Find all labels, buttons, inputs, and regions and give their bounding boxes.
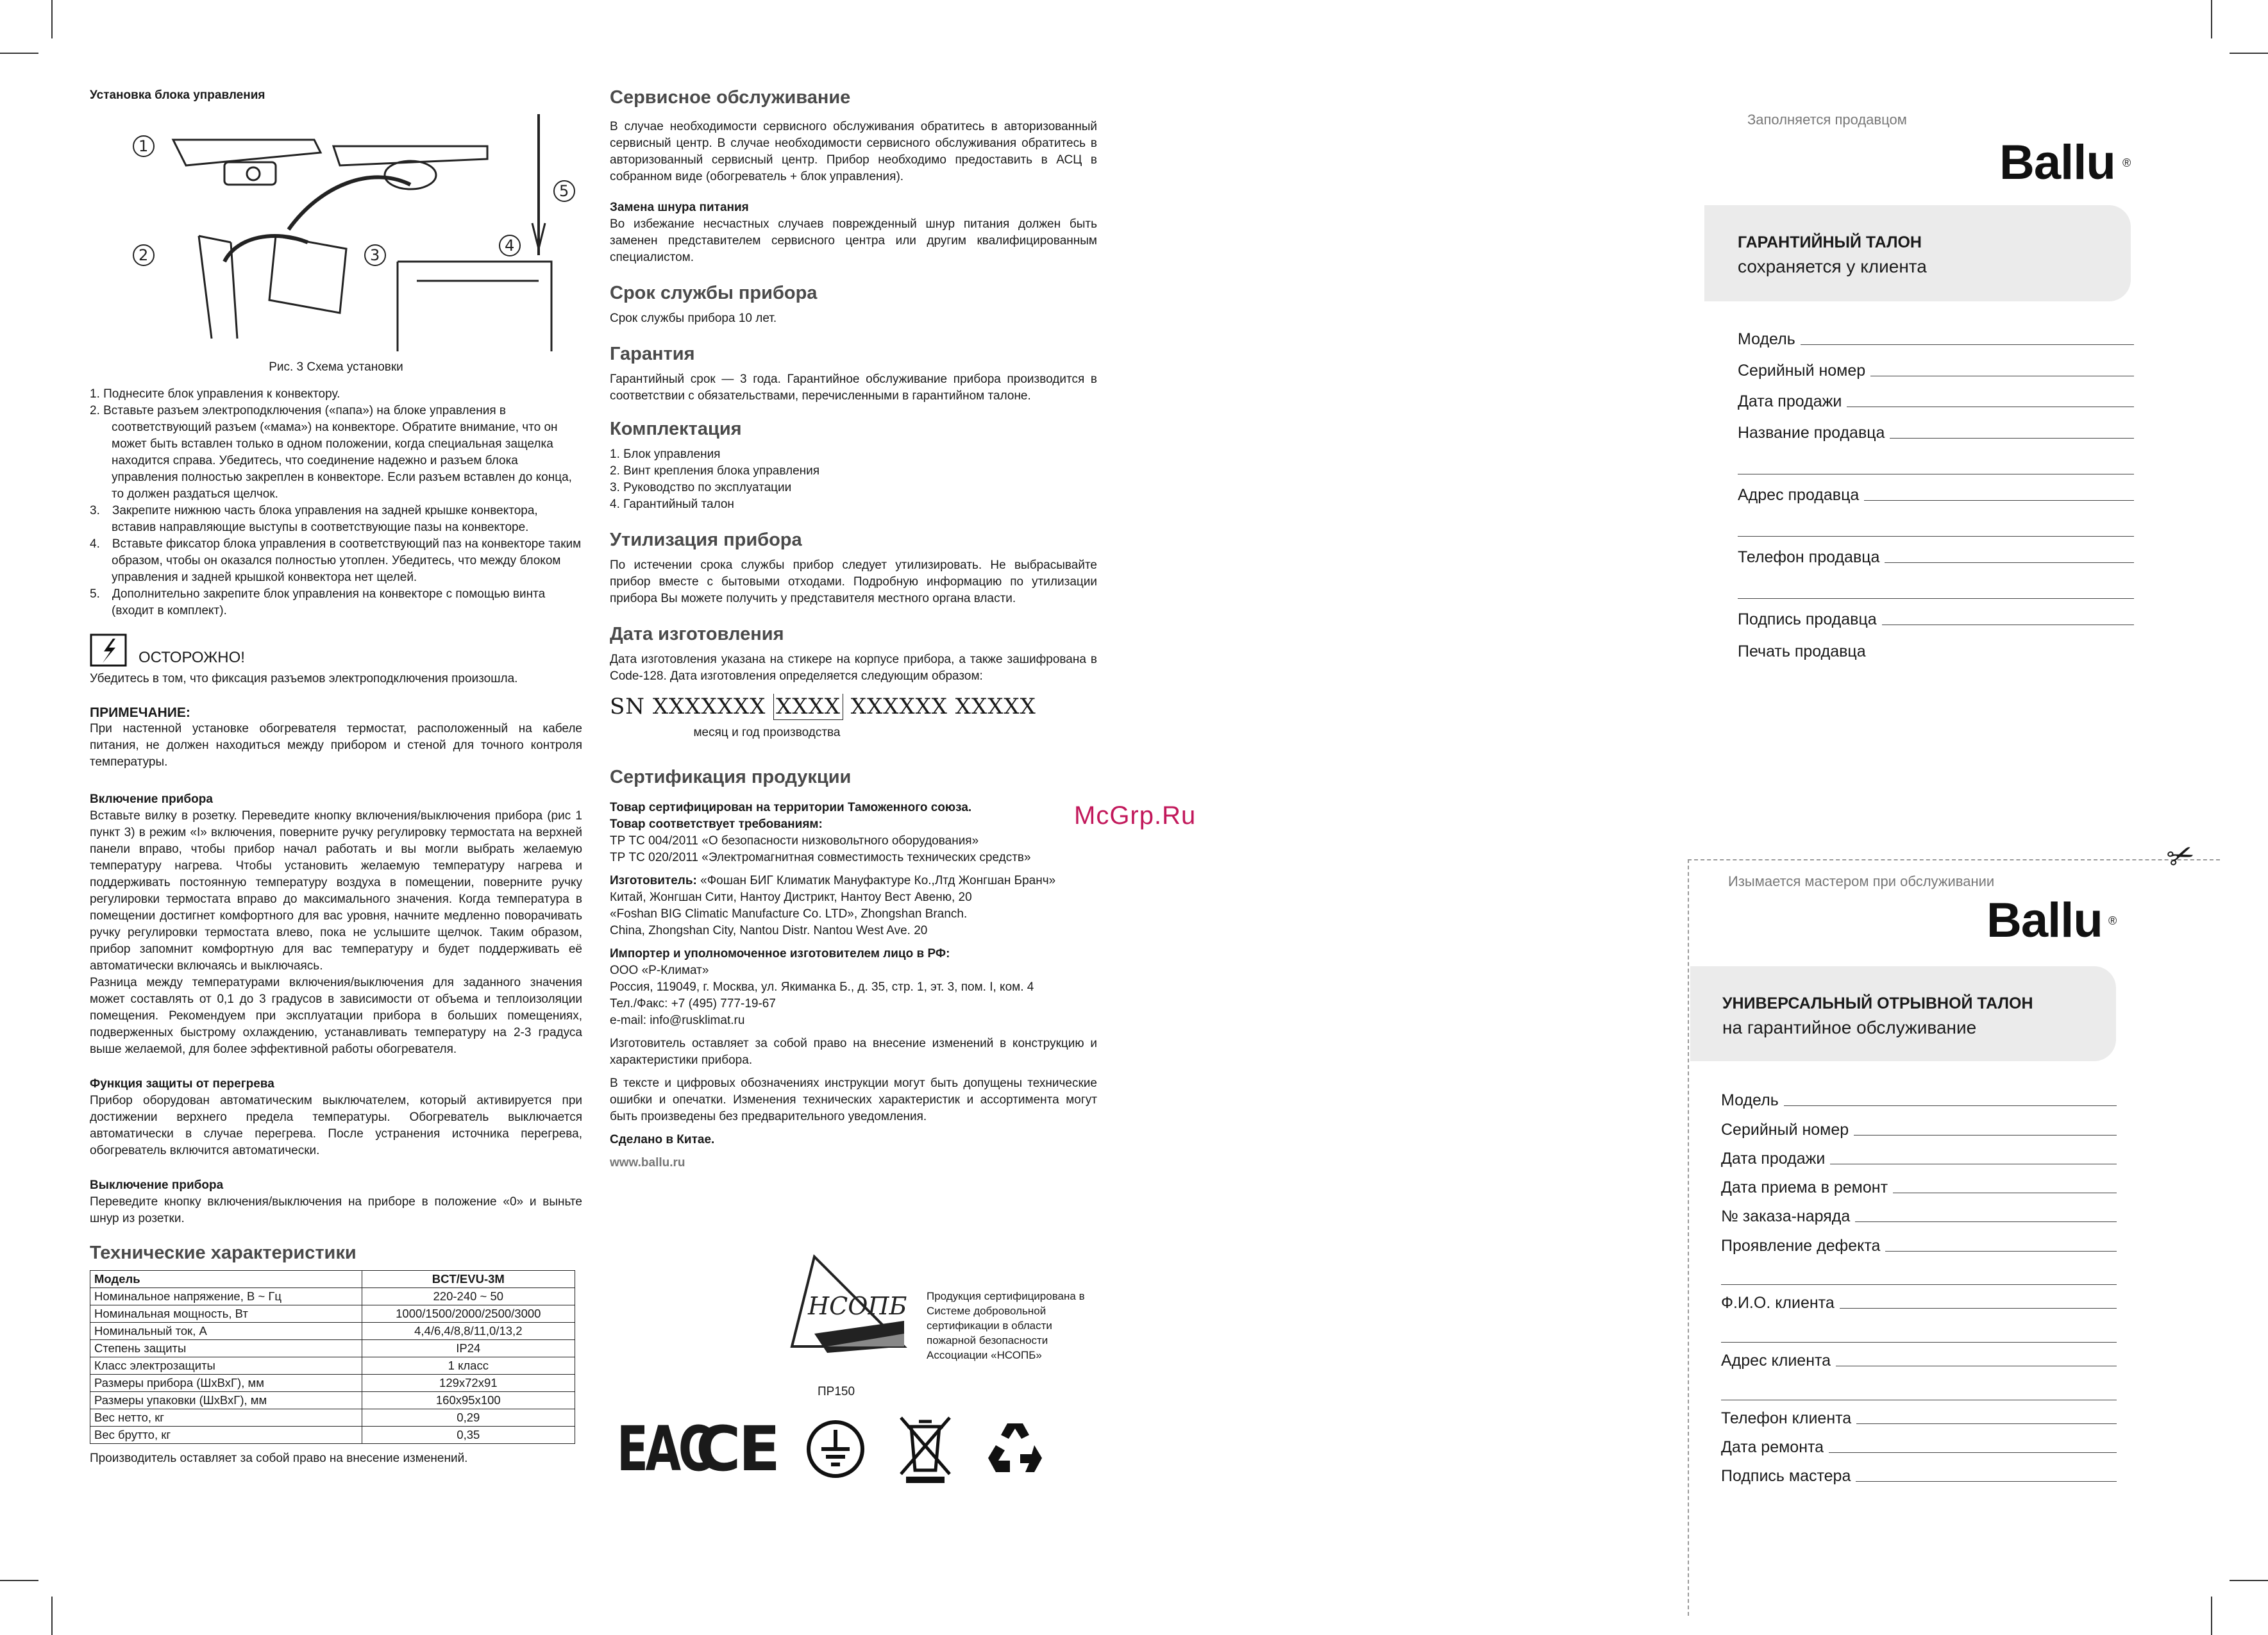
spec-param-cell: Номинальное напряжение, В ~ Гц [90, 1288, 362, 1305]
field-extra-line[interactable] [1738, 598, 2134, 599]
spec-value-cell: 0,35 [362, 1427, 575, 1444]
service-title: Сервисное обслуживание [610, 87, 851, 108]
fig-marker-5: 5 [559, 182, 569, 200]
figure-caption: Рис. 3 Схема установки [269, 360, 403, 374]
field-sale-date[interactable]: Дата продажи [1738, 392, 2134, 411]
rights-text: Изготовитель оставляет за собой право на внесение изменений в конструкцию и характеристики прибора. [610, 1037, 1097, 1067]
warranty-card-title: ГАРАНТИЙНЫЙ ТАЛОН [1738, 233, 1922, 251]
serial-format [610, 694, 1097, 719]
specs-header-cell: Модель [90, 1271, 362, 1288]
kit-item: 2. Винт крепления блока управления [610, 464, 820, 478]
field-order-number[interactable]: № заказа-наряда [1721, 1207, 2117, 1226]
recycle-icon [983, 1417, 1047, 1481]
table-row [90, 1375, 575, 1392]
specs-header-cell: BCT/EVU-3M [362, 1271, 575, 1288]
tear-line [1688, 859, 2220, 860]
spec-param-cell: Номинальная мощность, Вт [90, 1305, 362, 1323]
spec-param-cell: Размеры прибора (ШхВхГ), мм [90, 1375, 362, 1392]
power-on-text: Вставьте вилку в розетку. Переведите кнопку включения/выключения прибора (рис 1 пункт 3) в режим «I» включения, поверните ручку регулировку термостата на верхней панели вправо, чтобы прибор начал работать и вы могли выбрать желаемую температуру нагрева. Чтобы установить желаемую температуру нагрева и поддерживать постоянную температуру воздуха в помещении, поверните ручку регулировки термостата вправо до максимального значения. Когда температура в помещении достигнет комфортного для вас уровня, начните медленно поворачивать ручку регулировки термостата влево, пока не услышите щелчок. Таким образом, прибор запомнит комфортную для вас температуру и будет поддерживать её автоматически включаясь и выключаясь. [90, 809, 582, 973]
crop-mark [51, 0, 53, 38]
warranty-text: Гарантийный срок — 3 года. Гарантийное обслуживание прибора производится в соответствии с обязательствами, перечисленными в гарантийном талоне. [610, 373, 1097, 403]
ballu-logo: Ballu [1987, 893, 2103, 948]
registered-mark: ® [2122, 156, 2131, 169]
table-row [90, 1305, 575, 1323]
nsopb-text: Продукция сертифицирована в Системе добровольной сертификации в области пожарной безопасности Ассоциации «НСОПБ» [927, 1290, 1085, 1361]
importer-line: Россия, 119049, г. Москва, ул. Якиманка Б., д. 35, стр. 1, эт. 3, пом. I, ком. 4 [610, 980, 1034, 994]
importer-line: e-mail: info@rusklimat.ru [610, 1014, 745, 1027]
kit-list [610, 446, 1097, 513]
cert-line-2: Товар соответствует требованиям: [610, 818, 823, 831]
field-model[interactable]: Модель [1738, 330, 2134, 349]
spec-value-cell: 129х72х91 [362, 1375, 575, 1392]
spec-param-cell: Вес брутто, кг [90, 1427, 362, 1444]
protect-text: Прибор оборудован автоматическим выключателем, который активируется при достижении верхнего предела температуры. Обогреватель выключается автоматически в случае перегрева. После устранения источника перегрева, обогреватель включится автоматически. [90, 1094, 582, 1157]
life-title: Срок службы прибора [610, 283, 818, 303]
crop-mark [2230, 53, 2268, 54]
date-title: Дата изготовления [610, 624, 784, 644]
nsopb-mark: НСОПБ [808, 1292, 907, 1320]
registered-mark: ® [2108, 914, 2117, 927]
made-in: Сделано в Китае. [610, 1133, 715, 1146]
sn-caption: месяц и год производства [693, 726, 841, 739]
field-sale-date[interactable]: Дата продажи [1721, 1150, 2117, 1168]
errors-text: В тексте и цифровых обозначениях инструкции могут быть допущены технические ошибки и опечатки. Изменения технических характеристик и ассортимента могут быть произведены без предварительного уведомления. [610, 1077, 1097, 1123]
maker-text-2: Китай, Жонгшан Сити, Нантоу Дистрикт, Нантоу Вест Авеню, 20 [610, 891, 972, 904]
watermark: McGrp.Ru [1074, 801, 1197, 830]
middle-column [610, 87, 1097, 1171]
ce-icon: CE [696, 1413, 778, 1485]
field-extra-line[interactable] [1721, 1341, 2117, 1343]
left-column [90, 87, 582, 1467]
compliance-marks [609, 1414, 1058, 1484]
cert-title: Сертификация продукции [610, 767, 852, 787]
table-header-row [90, 1271, 575, 1288]
spec-value-cell: 0,29 [362, 1409, 575, 1427]
field-extra-line[interactable] [1738, 473, 2134, 474]
crop-mark [0, 53, 38, 54]
cord-title: Замена шнура питания [610, 201, 749, 214]
install-step: 3. Закрепите нижнюю часть блока управления на задней крышке конвектора, вставив направляющие выступы в соответствующие пазы на конвекторе. [90, 504, 538, 534]
field-seller-phone[interactable]: Телефон продавца [1738, 548, 2134, 567]
importer-line: ООО «Р-Климат» [610, 964, 709, 977]
service-card-header [1690, 966, 2116, 1061]
ground-class-icon [803, 1417, 868, 1481]
spec-value-cell: 4,4/6,4/8,8/11,0/13,2 [362, 1323, 575, 1340]
field-client-name[interactable]: Ф.И.О. клиента [1721, 1294, 2117, 1312]
life-text: Срок службы прибора 10 лет. [610, 312, 777, 325]
specs-body [90, 1288, 575, 1444]
power-on-text-2: Разница между температурами включения/выключения для заданного значения может составлять от 0,1 до 3 градусов в зависимости от объема и теплоизоляции помещения. Рекомендуем при эксплуатации прибора в больших помещениях, подверженных быстрому охлаждению, устанавливать температуру на 2-3 градуса выше желаемой, для более эффективной работы обогревателя. [90, 976, 582, 1056]
field-seller-stamp: Печать продавца [1738, 642, 1866, 660]
maker-label: Изготовитель: [610, 874, 697, 887]
install-steps [90, 386, 582, 619]
sn-prefix: SN XXXXXXX [610, 694, 766, 719]
spec-param-cell: Класс электрозащиты [90, 1357, 362, 1375]
crop-mark [2211, 0, 2212, 38]
weee-bin-icon [893, 1414, 957, 1484]
field-client-phone[interactable]: Телефон клиента [1721, 1409, 2117, 1428]
spec-value-cell: 220-240 ~ 50 [362, 1288, 575, 1305]
warning-block [90, 633, 582, 667]
nsopb-code: ПР150 [818, 1385, 855, 1398]
fig-marker-1: 1 [139, 137, 149, 155]
spec-param-cell: Размеры упаковки (ШхВхГ), мм [90, 1392, 362, 1409]
power-off-text: Переведите кнопку включения/выключения на приборе в положение «0» и выньте шнур из розетки. [90, 1195, 582, 1225]
kit-item: 4. Гарантийный талон [610, 498, 734, 511]
table-row [90, 1340, 575, 1357]
field-model[interactable]: Модель [1721, 1091, 2117, 1110]
warranty-title: Гарантия [610, 344, 695, 364]
field-master-signature[interactable]: Подпись мастера [1721, 1467, 2117, 1486]
spec-value-cell: IP24 [362, 1340, 575, 1357]
warning-icon [90, 633, 127, 667]
maker-text-3: «Foshan BIG Climatic Manufacture Co. LTD», Zhongshan Branch. [610, 907, 968, 921]
importer-title: Импортер и уполномоченное изготовителем лицо в РФ: [610, 947, 950, 960]
power-off-title: Выключение прибора [90, 1178, 224, 1192]
specs-table [90, 1270, 575, 1444]
disposal-title: Утилизация прибора [610, 530, 802, 550]
maker-text-1: «Фошан БИГ Климатик Мануфактуре Ко.,Лтд Жонгшан Бранч» [700, 874, 1056, 887]
install-step: 4. Вставьте фиксатор блока управления в соответствующий паз на конвекторе таким образом, чтобы он оказался полностью утоплен. Убедитесь, что между блоком управления и задней крышкой конвектора нет щелей. [90, 537, 582, 584]
install-step: 2. Вставьте разъем электроподключения («папа») на блоке управления в соответствующий разъем («мама») на конвекторе. Обратите внимание, что он может быть вставлен только в одном положении, когда специальная защелка находится справа. Убедитесь, что соединение надежно и разъем блока управления полностью закреплен в конвекторе. Если разъем вставлен до конца, то должен раздаться щелчок. [90, 404, 572, 501]
maker-text-4: China, Zhongshan City, Nantou Distr. Nantou West Ave. 20 [610, 924, 928, 937]
cert-line-1: Товар сертифицирован на территории Таможенного союза. [610, 801, 972, 814]
scissors-icon[interactable]: ✂ [2162, 834, 2200, 878]
install-title: Установка блока управления [90, 88, 265, 102]
tear-line-vertical [1688, 859, 1689, 1616]
field-repair-date[interactable]: Дата ремонта [1721, 1438, 2117, 1457]
service-card-title: УНИВЕРСАЛЬНЫЙ ОТРЫВНОЙ ТАЛОН [1722, 994, 2033, 1012]
eac-icon: EAC [616, 1413, 710, 1485]
importer-line: Тел./Факс: +7 (495) 777-19-67 [610, 997, 776, 1010]
protect-title: Функция защиты от перегрева [90, 1077, 274, 1091]
master-note: Изымается мастером при обслуживании [1728, 873, 1995, 889]
fig-marker-3: 3 [370, 246, 380, 264]
field-extra-line[interactable] [1721, 1284, 2117, 1285]
field-extra-line[interactable] [1721, 1399, 2117, 1400]
table-row [90, 1288, 575, 1305]
sn-suffix: XXXXXX XXXXX [850, 694, 1036, 719]
kit-item: 3. Руководство по эксплуатации [610, 481, 792, 494]
service-text: В случае необходимости сервисного обслуживания обратитесь в авторизованный сервисный центр. В случае необходимости сервисного обслуживания обратитесь в авторизованный сервисный центр. Прибор необходимо предоставить в АСЦ в собранном виде (обогреватель + блок управления). [610, 120, 1097, 183]
warranty-card-header [1704, 205, 2131, 301]
table-row [90, 1323, 575, 1340]
crop-mark [51, 1597, 53, 1635]
warning-text: Убедитесь в том, что фиксация разъемов электроподключения произошла. [90, 672, 518, 685]
warning-title: ОСТОРОЖНО! [139, 649, 245, 666]
specs-title: Технические характеристики [90, 1243, 357, 1263]
kit-item: 1. Блок управления [610, 448, 721, 461]
spec-value-cell: 1000/1500/2000/2500/3000 [362, 1305, 575, 1323]
field-repair-intake-date[interactable]: Дата приема в ремонт [1721, 1178, 2117, 1197]
crop-mark [2230, 1580, 2268, 1581]
warranty-card-subtitle: сохраняется у клиента [1738, 256, 1927, 276]
date-text: Дата изготовления указана на стикере на корпусе прибора, а также зашифрована в Code-128. Дата изготовления определяется следующим образом: [610, 653, 1097, 683]
installation-diagram [128, 108, 577, 351]
table-row [90, 1357, 575, 1375]
field-seller-address[interactable]: Адрес продавца [1738, 486, 2134, 505]
spec-value-cell: 1 класс [362, 1357, 575, 1375]
field-client-address[interactable]: Адрес клиента [1721, 1352, 2117, 1370]
seller-note: Заполняется продавцом [1747, 112, 1907, 128]
spec-param-cell: Вес нетто, кг [90, 1409, 362, 1427]
kit-title: Комплектация [610, 419, 742, 439]
install-step: 5. Дополнительно закрепите блок управления на конвекторе с помощью винта (входит в комплект). [90, 587, 546, 617]
power-on-title: Включение прибора [90, 792, 213, 806]
fig-marker-4: 4 [505, 237, 515, 255]
maker-line [610, 873, 1097, 889]
spec-param-cell: Степень защиты [90, 1340, 362, 1357]
site-link[interactable]: www.ballu.ru [610, 1156, 685, 1170]
table-row [90, 1427, 575, 1444]
cert-line-3: ТР ТС 004/2011 «О безопасности низковольтного оборудования» [610, 834, 979, 848]
note-text: При настенной установке обогревателя термостат, расположенный на кабеле питания, не должен находиться между прибором и стеной для точного контроля температуры. [90, 722, 582, 769]
note-title: ПРИМЕЧАНИЕ: [90, 705, 190, 720]
crop-mark [0, 1580, 38, 1581]
sn-date-code: XXXX [773, 694, 843, 720]
fig-marker-2: 2 [139, 246, 149, 264]
spec-param-cell: Номинальный ток, А [90, 1323, 362, 1340]
field-seller-signature[interactable]: Подпись продавца [1738, 610, 2134, 629]
ballu-logo: Ballu [1999, 135, 2115, 190]
service-card-subtitle: на гарантийное обслуживание [1722, 1018, 1977, 1037]
specs-footer: Производитель оставляет за собой право на внесение изменений. [90, 1452, 468, 1465]
nsopb-logo [776, 1250, 923, 1366]
field-seller-name[interactable]: Название продавца [1738, 424, 2134, 442]
nsopb-block [776, 1250, 1109, 1404]
install-step: 1. Поднесите блок управления к конвектору. [90, 387, 340, 401]
crop-mark [2211, 1597, 2212, 1635]
table-row [90, 1409, 575, 1427]
disposal-text: По истечении срока службы прибор следует утилизировать. Не выбрасывайте прибор вместе с бытовыми отходами. Подробную информацию по утилизации прибора Вы можете получить у представителя местного органа власти. [610, 558, 1097, 605]
field-serial[interactable]: Серийный номер [1738, 362, 2134, 380]
table-row [90, 1392, 575, 1409]
field-defect[interactable]: Проявление дефекта [1721, 1237, 2117, 1255]
cert-line-4: ТР ТС 020/2011 «Электромагнитная совместимость технических средств» [610, 851, 1031, 864]
spec-value-cell: 160х95х100 [362, 1392, 575, 1409]
field-extra-line[interactable] [1738, 535, 2134, 537]
cord-text: Во избежание несчастных случаев поврежденный шнур питания должен быть заменен представителем сервисного центра или другим квалифицированным специалистом. [610, 217, 1097, 264]
field-serial[interactable]: Серийный номер [1721, 1121, 2117, 1139]
